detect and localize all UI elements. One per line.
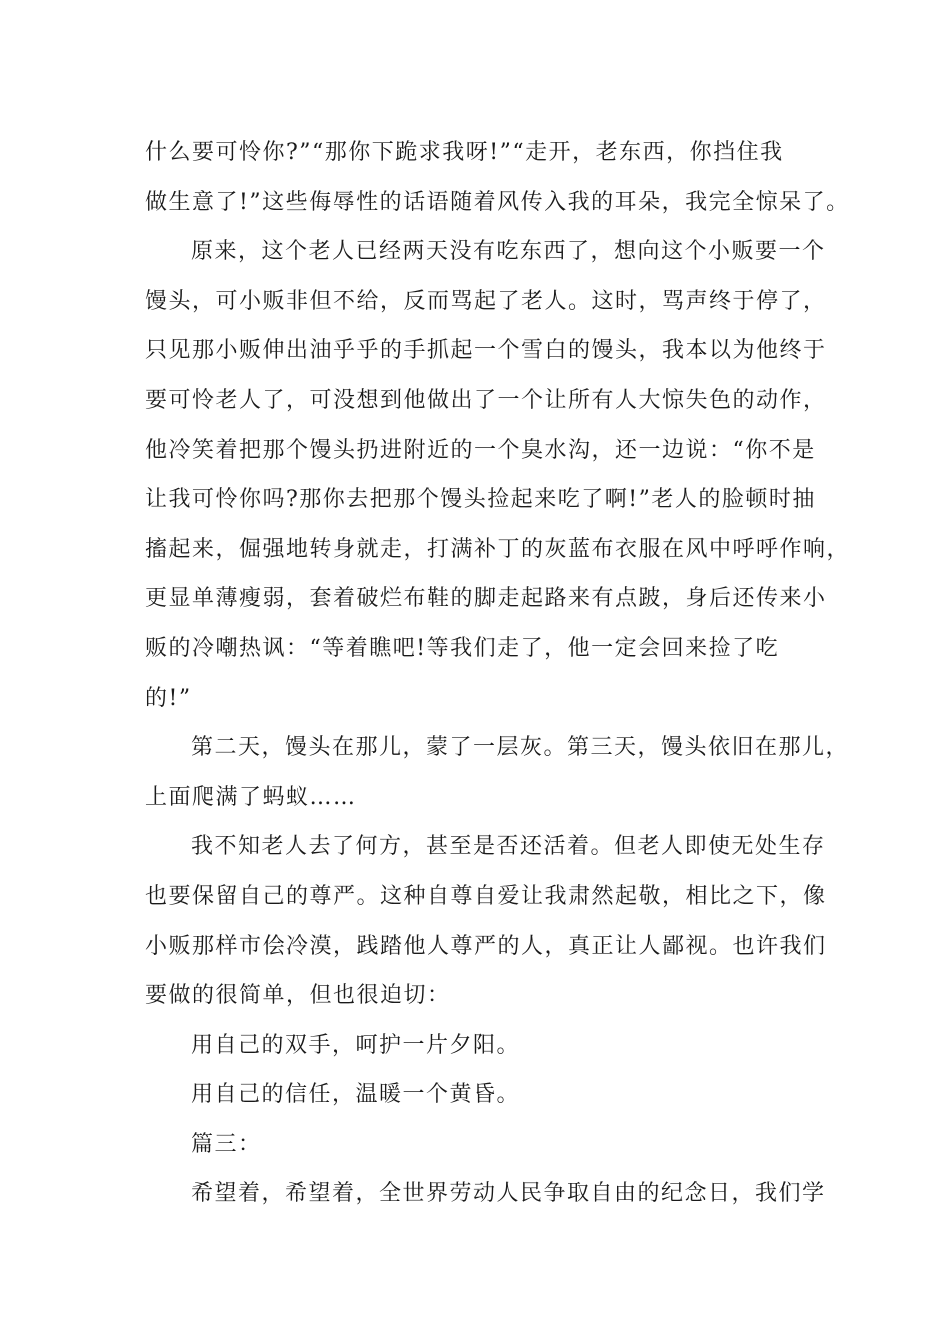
text-line: 馒头，可小贩非但不给，反而骂起了老人。这时，骂声终于停了， [145, 288, 827, 314]
text-line: 做生意了!”这些侮辱性的话语随着风传入我的耳朵，我完全惊呆了。 [145, 189, 850, 215]
text-line: 用自己的信任，温暖一个黄昏。 [191, 1082, 521, 1108]
text-line: 的!” [145, 685, 192, 711]
text-line: 什么要可怜你?”“那你下跪求我呀!”“走开，老东西，你挡住我 [145, 140, 784, 165]
text-line: 让我可怜你吗?那你去把那个馒头捡起来吃了啊!”老人的脸顿时抽 [145, 487, 816, 513]
text-line: 希望着，希望着，全世界劳动人民争取自由的纪念日，我们学 [191, 1181, 826, 1207]
text-line: 上面爬满了蚂蚁…… [145, 784, 357, 810]
text-line: 用自己的双手，呵护一片夕阳。 [191, 1032, 521, 1058]
text-line: 第二天，馒头在那儿，蒙了一层灰。第三天，馒头依旧在那儿， [191, 735, 850, 761]
document-body [145, 128, 851, 1219]
text-line: 搐起来，倔强地转身就走，打满补丁的灰蓝布衣服在风中呼呼作响， [145, 536, 851, 562]
text-line: 小贩那样市侩冷漠，践踏他人尊严的人，真正让人鄙视。也许我们 [145, 933, 827, 959]
text-line: 要做的很简单，但也很迫切： [145, 983, 451, 1009]
text-line: 原来，这个老人已经两天没有吃东西了，想向这个小贩要一个 [191, 239, 826, 265]
text-line: 也要保留自己的尊严。这种自尊自爱让我肃然起敬，相比之下，像 [145, 883, 827, 909]
text-line: 要可怜老人了，可没想到他做出了一个让所有人大惊失色的动作， [145, 387, 827, 413]
section-heading: 篇三： [191, 1131, 262, 1157]
text-line: 我不知老人去了何方，甚至是否还活着。但老人即使无处生存 [191, 834, 826, 860]
text-line: 更显单薄瘦弱，套着破烂布鞋的脚走起路来有点跛，身后还传来小 [145, 586, 827, 612]
text-line: 只见那小贩伸出油乎乎的手抓起一个雪白的馒头，我本以为他终于 [145, 338, 827, 364]
text-line: 贩的冷嘲热讽：“等着瞧吧!等我们走了，他一定会回来捡了吃 [145, 635, 780, 661]
text-line: 他冷笑着把那个馒头扔进附近的一个臭水沟，还一边说：“你不是 [145, 437, 816, 463]
